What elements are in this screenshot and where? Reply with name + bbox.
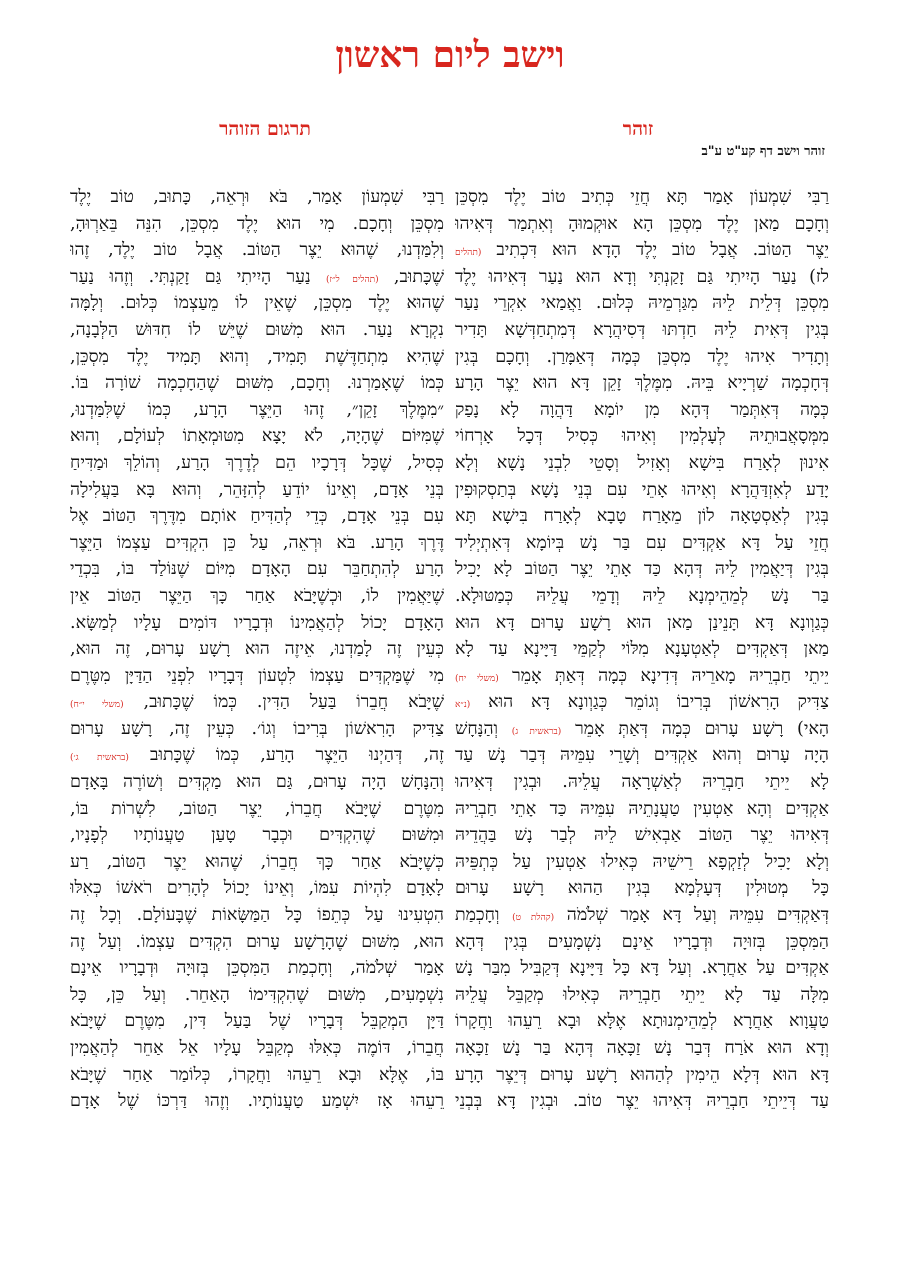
translation-text-line: נִקְרָא נַעַר. הוּא מִשּׁוּם שֶׁיֵּשׁ לוֹ חִדּוּשׁ הַלְּבָנָה, [70,319,444,340]
translation-text-line: שֶׁכָּתוּב, (תהלים ל״ז) נַעַר הָיִיתִי גַּם זָקַנְתִּי. וְזֶהוּ נַעַר [70,266,444,287]
translation-text-line: וְהַנָּחָשׁ הָיָה עָרוּם, גַּם הוּא מַקְדִּים וְשׁוֹרֶה בָּאָדָם [70,772,444,793]
zohar-text-line: יֵיתֵי חַבְרֵיהּ מָארֵיהּ דְּדִינָא כְּמָה דְּאַתְּ אָמֵר (משלי יח) [455,665,829,686]
zohar-column-heading: זוהר [622,118,654,140]
translation-text-line: שֶׁיָּבֹא חֲבֵרוֹ בַּעַל הַדִּין. כְּמוֹ שֶׁכָּתוּב, (משלי י״ח) [70,692,444,713]
zohar-text-line: מַאן דְּאַקְדִּים לְאַטְעָנָא מִלּוֹי לְקַמֵּי דַּיָּינָא עַד לָא [455,639,829,660]
zohar-text-line: כָּל מְטוּלִין דְּעָלְמָא בְּגִין הַהוּא רָשָׁע עָרוּם [455,878,829,899]
zohar-text-line: וְלָא יָכִיל לְזַקְפָא רֵישֵׁיהּ כְּאִילוּ אַטְעִין עַל כְּתְפֵּיהּ [455,851,829,872]
zohar-text-line: חֲזֵי עַל דָּא אַקְדִּים עִם בַּר נָשׁ בְּיוֹמָא דְּאִתְיְלִיד [455,532,829,553]
zohar-text-line: בַּר נָשׁ לְמֵהֵימְנָא לֵיהּ וְדָמֵי עֲלֵיהּ כְּמַטּוּלָא. [455,585,829,606]
zohar-text-line: אַקְדִּים עַל אַחֲרָא. וְעַל דָּא כָּל דַּיָּינָא דְּקַבִּיל מִבַּר נָשׁ [455,958,829,979]
zohar-text-line: וְחָכָם מַאן יֶלֶד מִסְכֵּן הָא אוּקְמוּהָ וְאִתְמַר דְּאִיהוּ [455,213,829,234]
zohar-text-line: דְּאַקְדִּים עִמֵּיהּ וְעַל דָּא אָמַר שְׁלֹמֹה (קהלת ט) וְחָכְמַת [455,905,829,926]
zohar-text-line: אַקְדִּים וְהָא אַטְעִין טַעֲנָתֵיהּ עִמֵּיהּ כַּד אָתֵי חַבְרֵיהּ [455,798,829,819]
translation-text-line: נִשְׁמָעִים, מִשּׁוּם שֶׁהִקְדִּימוֹ הָאַחֵר. וְעַל כֵּן, כָּל [70,984,444,1005]
translation-text-line: בּוֹ, אֶלָּא וּבָא רֵעֵהוּ וַחֲקָרוֹ, כְּלוֹמַר אַחַר שֶׁיָּבֹא [70,1064,444,1085]
translation-text-line: שֶׁהִיא מִתְחַדֶּשֶׁת תָּמִיד, וְהוּא תָּמִיד יֶלֶד מִסְכֵּן, [70,346,444,367]
translation-text-line: כְּשֶׁיָּבֹא אַחַר כָּךְ חֲבֵרוֹ, שֶׁהוּא יֵצֶר הַטּוֹב, רַע [70,851,444,872]
translation-text-line: דֶּרֶךְ הָרַע. בֹּא וּרְאֵה, עַל כֵּן הִקְדִּים עַצְמוֹ הַיֵּצֶר [70,532,444,553]
translation-text-line: אָמַר שְׁלֹמֹה, וְחָכְמַת הַמִּסְכֵּן בְּזוּיָה וּדְבָרָיו אֵינָם [70,958,444,979]
zohar-text-line: מִסְכֵּן דְּלֵית לֵיהּ מִגַּרְמֵיהּ כְּלוּם. וַאֲמַאי אִקְרֵי נַעַר [455,293,829,314]
translation-text-line: חֲבֵרוֹ, דּוֹמֶה כְּאִלּוּ מְקַבֵּל עָלָיו אֵל אַחֵר לְהַאֲמִין [70,1038,444,1058]
citation: (בראשית ג) [511,726,562,737]
translation-text-line: זֶה, דְּהַיְנוּ הַיֵּצֶר הָרַע, כְּמוֹ שֶׁכָּתוּב (בראשית ג׳) [70,745,444,766]
translation-text-line: וּמִשּׁוּם שֶׁהִקְדִּים וּכְבָר טָעַן טַעֲנוֹתָיו לְפָנָיו, [70,825,444,846]
citation: (נ״א [455,700,471,711]
zohar-text-line: רַבִּי שִׁמְעוֹן אָמַר תָּא חֲזֵי כְּתִיב טוֹב יֶלֶד מִסְכֵּן [455,187,829,207]
translation-text-line: דַּיָּן הַמְקַבֵּל דְּבָרָיו שֶׁל בַּעַל דִּין, מִטֶּרֶם שֶׁיָּבֹא [70,1011,444,1032]
zohar-text-line: עַד דְּיֵיתֵי חַבְרֵיהּ דְּאִיהוּ יֵצֶר טוֹב. וּבְגִין דָּא בְּבְנֵי [455,1091,829,1112]
translation-text-line: רַבִּי שִׁמְעוֹן אָמַר, בֹּא וּרְאֵה, כָּתוּב, טוֹב יֶלֶד [70,187,444,207]
citation: (תהלים ל״ז) [326,274,379,285]
translation-text-line: רֵעֵהוּ אָז יִשְׁמַע טַעֲנוֹתָיו. וְזֶהוּ דַּרְכּוֹ שֶׁל אָדָם [70,1091,444,1112]
translation-text-line: עִם בְּנֵי אָדָם, כְּדֵי לְהַדִּיחַ אוֹתָם מִדֶּרֶךְ הַטּוֹב אֶל [70,506,444,527]
citation: (תהלים [455,248,482,259]
translation-text-line: הוּא, מִשּׁוּם שֶׁהָרָשָׁע עָרוּם הִקְדִּים עַצְמוֹ. וְעַל זֶה [70,931,444,952]
translation-text-line: ״מִמֶּלֶךְ זָקֵן״, זֶהוּ הַיֵּצֶר הָרָע, כְּמוֹ שֶׁלִּמַּדְנוּ, [70,399,444,420]
zohar-text-line: לז) נַעַר הָיִיתִי גַּם זָקַנְתִּי וְדָא הוּא נַעַר דְּאִיהוּ יֶלֶד [455,266,829,287]
translation-text-line: כְּמוֹ שֶׁאָמַרְנוּ. וְחָכָם, מִשּׁוּם שֶׁהַחָכְמָה שׁוֹרָה בּוֹ. [70,373,444,394]
zohar-text-line: צַדִּיק הָרִאשׁוֹן בְּרִיבוֹ וְגוֹמֵר כְּגַוְונָא דָּא הוּא (נ״א [455,692,829,713]
translation-text-line: הָרַע לְהִתְחַבֵּר עִם הָאָדָם מִיּוֹם שֶׁנּוֹלַד בּוֹ, בִּכְדֵי [70,559,444,580]
zohar-text-line: אִינוּן לְאָרַח בִּישָׁא וְאָזִיל וְסָטֵי לִבְנֵי נָשָׁא וְלָא [455,452,829,473]
zohar-text-line: מִמְּסָאֲבוּתֵיהּ לְעָלְמִין וְאִיהוּ כְּסִיל דְּכָל אָרְחוֹי [455,426,829,447]
translation-text-line: הִטְעִינוּ עַל כְּתֵפוֹ כָּל הַמַּשָּׂאוֹת שֶׁבָּעוֹלָם. וְכָל זֶה [70,905,444,926]
translation-text-line: שֶׁיַּאֲמִין לוֹ, וּכְשֶׁיָּבֹא אַחַר כָּךְ הַיֵּצֶר הַטּוֹב אֵין [70,585,444,606]
zohar-text-line: הַמִּסְכֵּן בְּזוּיָה וּדְבָרָיו אֵינָם נִשְׁמָעִים בְּגִין דְּהָא [455,931,829,952]
zohar-text-line: וְדָא הוּא אֹרַח דְּבַר נָשׁ זַכָּאָה דְּהָא בַּר נָשׁ זַכָּאָה [455,1038,829,1058]
translation-text-line: מִי שֶׁמַּקְדִּים עַצְמוֹ לִטְעוֹן דְּבָרָיו לִפְנֵי הַדַּיָּן מִטֶּרֶם [70,665,444,686]
translation-text-line: הָאָדָם יָכוֹל לְהַאֲמִינוֹ וּדְבָרָיו דּוֹמִים עָלָיו לְמַשָּׂא. [70,612,444,633]
translation-text-line: שֶׁהוּא יֶלֶד מִסְכֵּן, שֶׁאֵין לוֹ מֵעַצְמוֹ כְּלוּם. וְלָמָּה [70,293,444,314]
zohar-text-line: דְּחָכְמָה שַׁרְיָיא בֵּיהּ. מִמֶּלֶךְ זָקֵן דָּא הוּא יֵצֶר הָרָע [455,373,829,394]
zohar-text-line: טַעֲוָוא אַחֲרָא לְמֵהֵימְנוּתָא אֶלָּא וּבָא רֵעֵהוּ וַחֲקָרוֹ [455,1011,829,1032]
zohar-text-line: בְּגִין דְּאִית לֵיהּ חַדְתּוּ דְּסִיהֲרָא דְּמִתְחַדְּשָׁא תָּדִיר [455,319,829,340]
translation-text-line: מִסְכֵּן וְחָכָם. מִי הוּא יֶלֶד מִסְכֵּן, הִנֵּה בֵּאַרְוּהָ, [70,213,444,234]
zohar-text-line: דָּא הוּא דְּלָא הֵימִין לְהַהוּא רָשָׁע עָרוּם דְּיֵצֶר הָרָע [455,1064,829,1085]
zohar-text-line: הָאי) רָשָׁע עָרוּם כְּמָה דְּאַתְּ אָמֵר (בראשית ג) וְהַנָּחָשׁ [455,718,829,739]
citation: (קהלת ט) [512,913,555,924]
translation-text-line: בְּנֵי אָדָם, וְאֵינוֹ יוֹדֵעַ לְהִזָּהֵר, וְהוּא בָּא בַּעֲלִילָה [70,479,444,500]
translation-column-heading: תרגום הזוהר [219,118,311,140]
citation: (משלי יח) [455,673,499,684]
source-reference: זוהר וישב דף קע"ט ע"ב [701,144,825,159]
zohar-text-line: כְּמָה דְּאִתְּמַר דְּהָא מִן יוֹמָא דַּהֲוָה לָא נָפַק [455,399,829,420]
translation-text-line: מִטֶּרֶם שֶׁיָּבֹא חֲבֵרוֹ, יֵצֶר הַטּוֹב, לִשְׁרוֹת בּוֹ, [70,798,444,819]
translation-text-line: שֶׁמִּיּוֹם שֶׁהָיָה, לֹא יָצָא מִטּוּמְאָתוֹ לְעוֹלָם, וְהוּא [70,426,444,447]
translation-text-line: לָאָדָם לִהְיוֹת עִמּוֹ, וְאֵינוֹ יָכוֹל לְהָרִים רֹאשׁוֹ כְּאִלּוּ [70,878,444,899]
translation-text-line: כְּעֵין זֶה לָמַדְנוּ, אֵיזֶה הוּא רָשָׁע עָרוּם, זֶה הוּא, [70,639,444,660]
zohar-text-line: וְתָדִיר אִיהוּ יֶלֶד מִסְכֵּן כְּמָה דְּאַמָּרַן. וְחָכָם בְּגִין [455,346,829,367]
citation: (משלי י״ח) [70,700,124,711]
zohar-text-line: כְּגַוְונָא דָּא תָּנֵינַן מַאן הוּא רָשָׁע עָרוּם דָּא הוּא [455,612,829,633]
zohar-text-line: בְּגִין לְאַסְטָאָה לוֹן מֵאָרַח טָבָא לְאָרַח בִּישָׁא תָּא [455,506,829,527]
zohar-text-line: דְּאִיהוּ יֵצֶר הַטּוֹב אַבְאִישׁ לֵיהּ לְבַר נָשׁ בַּהֲדֵיהּ [455,825,829,846]
translation-text-line: וְלִמַּדְנוּ, שֶׁהוּא יֵצֶר הַטּוֹב. אֲבָל טוֹב יֶלֶד, זֶהוּ [70,240,444,261]
zohar-text-line: בְּגִין דְּיַאֲמִין לֵיהּ דְּהָא כַּד אָתֵי יֵצֶר הַטּוֹב לָא יָכִיל [455,559,829,580]
zohar-text-line: לָא יֵיתֵי חַבְרֵיהּ לְאַשְׁרָאָה עֲלֵיהּ. וּבְגִין דְּאִיהוּ [455,772,829,793]
citation: (בראשית ג׳) [70,753,129,764]
zohar-text-line: יֵצֶר הַטּוֹב. אֲבָל טוֹב יֶלֶד הָדָא הוּא דִּכְתִיב (תהלים [455,240,829,261]
zohar-text-line: יָדַע לְאִזְדַּהֲרָא וְאִיהוּ אָתֵי עִם בְּנֵי נָשָׁא בְּתַסְקוּפִין [455,479,829,500]
zohar-text-column [455,184,829,1254]
translation-text-line: כְּסִיל, שֶׁכָּל דְּרָכָיו הֵם לְדֶרֶךְ הָרַע, וְהוֹלֵךְ וּמַדִּיחַ [70,452,444,473]
translation-text-column [70,184,444,1254]
zohar-text-line: מִלָּה עַד לָא יֵיתֵי חַבְרֵיהּ כְּאִילוּ מְקַבֵּל עֲלֵיהּ [455,984,829,1005]
zohar-text-line: הָיָה עָרוּם וְהוּא אַקְדִּים וְשָׁרֵי עִמֵּיהּ דְּבַר נָשׁ עַד [455,745,829,766]
page-title: וישב ליום ראשון [335,34,565,76]
translation-text-line: צַדִּיק הָרִאשׁוֹן בְּרִיבוֹ וְגוֹ׳. כְּעֵין זֶה, רָשָׁע עָרוּם [70,718,444,739]
